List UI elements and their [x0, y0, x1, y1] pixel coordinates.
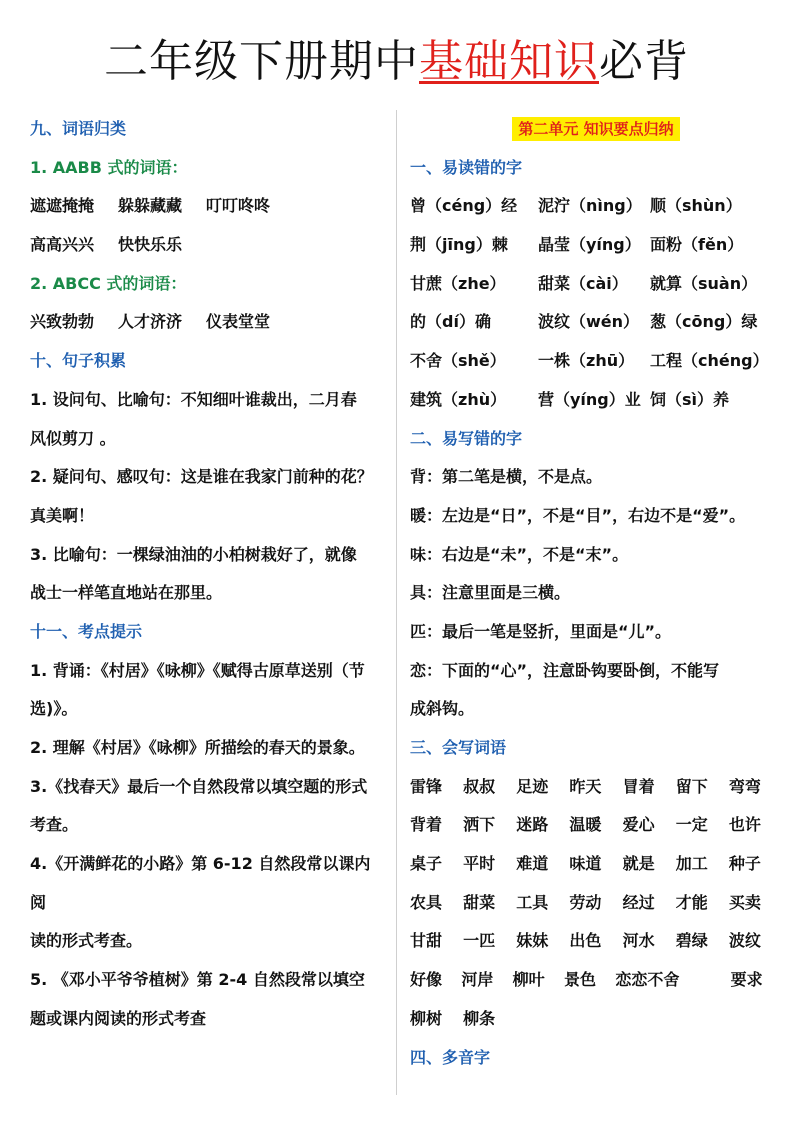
word: 快快乐乐 — [118, 235, 183, 255]
text-line: 2. 疑问句、感叹句：这是谁在我家门前种的花？ — [30, 467, 373, 487]
text-line: 4.《开满鲜花的小路》第 6-12 自然段常以课内 — [30, 854, 371, 874]
word: 种子 — [728, 854, 761, 874]
section-heading-3: 三、会写词语 — [410, 738, 507, 757]
text-line: 成斜钩。 — [410, 699, 475, 719]
pinyin-entry: 就算（suàn） — [650, 273, 758, 293]
pinyin-entry: 建筑（zhù） — [410, 389, 507, 409]
text-line: 5. 《邓小平爷爷植树》第 2-4 自然段常以填空 — [30, 970, 365, 990]
pinyin-entry: 曾（céng）经 — [410, 196, 518, 216]
word — [679, 961, 730, 1000]
title-highlight: 基础知识 — [419, 36, 599, 87]
pinyin-entry: 饲（sì）养 — [650, 389, 730, 409]
word: 买卖 — [728, 892, 761, 912]
word: 就是 — [622, 854, 655, 874]
text-line: 3.《找春天》最后一个自然段常以填空题的形式 — [30, 776, 368, 796]
word: 要求 — [730, 970, 763, 990]
word: 甜菜 — [463, 892, 496, 912]
text-line: 3. 比喻句：一棵绿油油的小柏树栽好了，就像 — [30, 544, 357, 564]
word — [516, 1000, 569, 1039]
pinyin-row — [410, 342, 782, 381]
word: 留下 — [675, 776, 708, 796]
word-row — [410, 922, 782, 961]
pinyin-entry: 葱（cōng）绿 — [650, 312, 758, 332]
right-column — [410, 110, 782, 1077]
pinyin-row — [410, 381, 782, 420]
word: 爱心 — [622, 815, 655, 835]
word — [569, 1000, 622, 1039]
word — [676, 1000, 729, 1039]
word: 雷锋 — [410, 776, 443, 796]
aabb-words-row-1 — [30, 187, 388, 226]
abcc-label: 2. ABCC 式的词语： — [30, 273, 187, 293]
text-line: 题或课内阅读的形式考查 — [30, 1008, 207, 1028]
word: 高高兴兴 — [30, 235, 95, 255]
text-line: 阅 — [30, 892, 47, 912]
left-column — [30, 110, 388, 1039]
word: 也许 — [728, 815, 761, 835]
abcc-words-row — [30, 303, 388, 342]
word: 柳树 — [410, 1008, 443, 1028]
word: 背着 — [410, 815, 443, 835]
unit-badge: 第二单元 知识要点归纳 — [512, 117, 679, 141]
column-divider — [396, 110, 397, 1095]
word: 迷路 — [516, 815, 549, 835]
pinyin-entry: 甜菜（cài） — [538, 273, 628, 293]
text-line: 1. 背诵：《村居》《咏柳》《赋得古原草送别（节 — [30, 660, 365, 680]
word: 加工 — [675, 854, 708, 874]
word — [623, 1000, 676, 1039]
word: 兴致勃勃 — [30, 312, 95, 332]
text-line: 1. 设问句、比喻句：不知细叶谁裁出，二月春 — [30, 389, 357, 409]
pinyin-entry: 的（dí）确 — [410, 312, 491, 332]
section-heading-4: 四、多音字 — [410, 1047, 491, 1067]
word: 弯弯 — [728, 776, 761, 796]
word: 好像 — [410, 970, 443, 990]
word: 难道 — [516, 854, 549, 874]
word: 叮叮咚咚 — [206, 196, 271, 216]
word: 足迹 — [516, 776, 549, 796]
word: 劳动 — [569, 892, 602, 912]
word: 经过 — [622, 892, 655, 912]
word: 出色 — [569, 931, 602, 951]
title-part1: 二年级下册期中 — [104, 36, 419, 87]
word: 人才济济 — [118, 312, 183, 332]
text-line: 读的形式考查。 — [30, 931, 143, 951]
section-heading-2: 二、易写错的字 — [410, 428, 523, 448]
text-line: 暖：左边是“日”，不是“目”，右边不是“爱”。 — [410, 505, 746, 525]
pinyin-entry: 晶莹（yíng） — [538, 235, 641, 255]
word: 叔叔 — [463, 776, 496, 796]
word: 才能 — [675, 892, 708, 912]
title-part2: 必背 — [599, 36, 689, 87]
word-row — [410, 1000, 782, 1039]
section-heading-11: 十一、考点提示 — [30, 621, 143, 641]
word: 味道 — [569, 854, 602, 874]
section-heading-9: 九、词语归类 — [30, 119, 127, 138]
word: 柳叶 — [512, 970, 545, 990]
word: 桌子 — [410, 854, 443, 874]
word-grid — [410, 768, 782, 1039]
word: 景色 — [563, 970, 596, 990]
text-line: 具：注意里面是三横。 — [410, 583, 571, 603]
word: 仪表堂堂 — [206, 312, 271, 332]
word-row — [410, 806, 782, 845]
pinyin-list — [410, 187, 782, 419]
pinyin-entry: 营（yíng）业 — [538, 389, 641, 409]
text-line: 味：右边是“未”，不是“末”。 — [410, 544, 629, 564]
aabb-label: 1. AABB 式的词语： — [30, 157, 188, 177]
word — [729, 1000, 782, 1039]
page-title — [0, 30, 793, 94]
text-line: 背：第二笔是横，不是点。 — [410, 467, 603, 487]
aabb-words-row-2 — [30, 226, 388, 265]
word: 农具 — [410, 892, 443, 912]
pinyin-row — [410, 226, 782, 265]
section-heading-1: 一、易读错的字 — [410, 157, 523, 177]
pinyin-entry: 顺（shùn） — [650, 196, 742, 216]
word: 遮遮掩掩 — [30, 196, 95, 216]
pinyin-entry: 荆（jīng）棘 — [410, 235, 508, 255]
word: 碧绿 — [675, 931, 708, 951]
word: 昨天 — [569, 776, 602, 796]
word: 温暖 — [569, 815, 602, 835]
pinyin-row — [410, 187, 782, 226]
text-line: 战士一样笔直地站在那里。 — [30, 583, 223, 603]
word: 冒着 — [622, 776, 655, 796]
text-line: 选)》。 — [30, 699, 78, 719]
text-line: 考查。 — [30, 815, 79, 835]
pinyin-entry: 一株（zhū） — [538, 351, 635, 371]
section-heading-10: 十、句子积累 — [30, 351, 127, 371]
pinyin-row — [410, 265, 782, 304]
word: 平时 — [463, 854, 496, 874]
text-line: 2. 理解《村居》《咏柳》所描绘的春天的景象。 — [30, 738, 365, 757]
pinyin-entry: 不舍（shě） — [410, 351, 506, 371]
pinyin-entry: 面粉（fěn） — [650, 235, 744, 255]
word: 洒下 — [463, 815, 496, 835]
word: 恋恋不舍 — [615, 970, 680, 990]
text-line: 恋：下面的“心”，注意卧钩要卧倒，不能写 — [410, 660, 720, 680]
text-line: 风似剪刀 。 — [30, 428, 116, 448]
word: 波纹 — [728, 931, 761, 951]
word-row — [410, 884, 782, 923]
word: 柳条 — [463, 1008, 496, 1028]
word: 河岸 — [461, 970, 494, 990]
text-line: 匹：最后一笔是竖折，里面是“儿”。 — [410, 621, 672, 641]
word-row — [410, 768, 782, 807]
pinyin-row — [410, 303, 782, 342]
pinyin-entry: 泥泞（nìng） — [538, 196, 642, 216]
word: 工具 — [516, 892, 549, 912]
pinyin-entry: 波纹（wén） — [538, 312, 640, 332]
unit-badge-line — [410, 110, 782, 149]
word: 妹妹 — [516, 931, 549, 951]
word-row — [410, 845, 782, 884]
word: 一定 — [675, 815, 708, 835]
text-line: 真美啊！ — [30, 505, 95, 525]
word: 河水 — [622, 931, 655, 951]
word: 一匹 — [463, 931, 496, 951]
pinyin-entry: 甘蔗（zhe） — [410, 273, 506, 293]
word-row — [410, 961, 782, 1000]
pinyin-entry: 工程（chéng） — [650, 351, 769, 371]
word: 甘甜 — [410, 931, 443, 951]
word: 躲躲藏藏 — [118, 196, 183, 216]
